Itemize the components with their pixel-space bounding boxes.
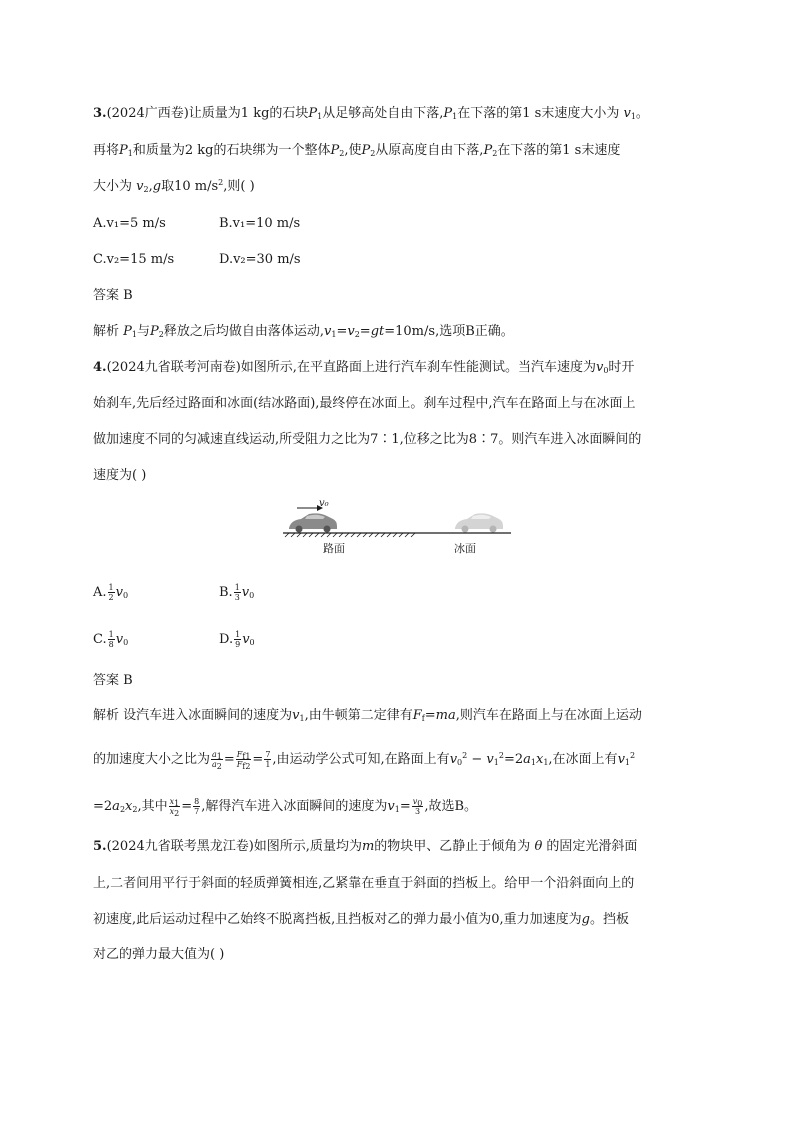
q3-number: 3. <box>93 106 107 121</box>
fraction: $\frac{F_{f1}}{F_{f2}}$ <box>236 750 251 771</box>
q3-text: 取10 m/s <box>161 179 219 194</box>
fraction: $\frac{1}{8}$ <box>108 630 114 649</box>
q5-text: 的固定光滑斜面 <box>546 839 638 854</box>
q3-option-d-text: D.v₂=30 m/s <box>219 252 301 267</box>
q5-text: (2024九省联考黑龙江卷)如图所示,质量均为 <box>106 839 362 854</box>
fraction: $\frac{x_1}{x_2}$ <box>169 797 180 818</box>
car-road-ice-diagram <box>283 498 513 560</box>
q5-text: 。挡板 <box>590 912 630 927</box>
q3-analysis: 解析 $P_1$与$P_2$释放之后均做自由落体运动$,v_1=v_2=gt=10m/s$,选项B正确。 <box>93 324 514 339</box>
q5-stem-line-2: 上,二者间用平行于斜面的轻质弹簧相连,乙紧靠在垂直于斜面的挡板上。给甲一个沿斜面向上的 <box>93 876 635 891</box>
q4-stem-line-4: 速度为( ) <box>93 468 147 483</box>
fraction: $\frac{1}{9}$ <box>235 630 241 649</box>
q3-text: 和质量为2 kg的石块绑为一个整体 <box>132 143 331 158</box>
q4-analysis-text: ,故选B。 <box>424 799 478 814</box>
q4-stem-line-2: 始刹车,先后经过路面和冰面(结冰路面),最终停在冰面上。刹车过程中,汽车在路面上与在冰面上 <box>93 396 636 411</box>
q4-analysis-text: ,在冰面上有 <box>548 752 618 767</box>
q4-answer: 答案 B <box>93 673 133 688</box>
q4-stem-line-1: 4.(2024九省联考河南卷)如图所示,在平直路面上进行汽车刹车性能测试。当汽车速度为$v_0$时开 <box>93 360 635 375</box>
q3-option-c <box>93 250 174 270</box>
q3-option-d <box>219 250 301 270</box>
q4-option-b-letter: B. <box>219 585 233 600</box>
q4-option-a-letter: A. <box>93 585 107 600</box>
q3-text: 在下落的第1 s末速度大小为 <box>457 106 620 121</box>
velocity-label: v₀ <box>319 498 329 509</box>
fraction: $\frac{v_0}{3}$ <box>412 797 423 816</box>
car-on-road-icon <box>289 513 337 532</box>
q3-text: 再将 <box>93 143 120 158</box>
q4-analysis-line-2: 的加速度大小之比为 $\frac{a_1}{a_2}$ = $\frac{F_{f1}}{F_{f2}}$ = $\frac{7}{1}$ ,由运动学公式可知,在路面上有$v_0^2 - v_1^2=2a_1x_1$,在冰面上有$v_1^2$ <box>93 750 636 771</box>
q4-option-c: C. $\frac{1}{8}$ $v_0$ <box>93 630 129 649</box>
q3-stem-line-1: 3.(2024广西卷)让质量为1 kg的石块$P_1$从足够高处自由下落$,P_1$在下落的第1 s末速度大小为 $v_1$。 <box>93 106 649 121</box>
q3-option-c-text: C.v₂=15 m/s <box>93 252 175 267</box>
q5-text: 初速度,此后运动过程中乙始终不脱离挡板,且挡板对乙的弹力最小值为0,重力加速度为 <box>93 912 582 927</box>
q3-text: 大小为 <box>93 179 133 194</box>
q4-option-a: A. $\frac{1}{2}$ $v_0$ <box>93 583 129 602</box>
q3-stem-line-3: 大小为 $v_2,g$取10 $m/s^2$,则( ) <box>93 178 255 194</box>
fraction: $\frac{7}{1}$ <box>265 750 271 769</box>
q4-text: (2024九省联考河南卷)如图所示,在平直路面上进行汽车刹车性能测试。当汽车速度为 <box>106 360 596 375</box>
q3-option-a-text: A.v₁=5 m/s <box>93 216 166 231</box>
q4-analysis-text: ,则汽车在路面上与在冰面上运动 <box>455 708 642 723</box>
q3-option-a <box>93 214 166 234</box>
q5-stem-line-3: 初速度,此后运动过程中乙始终不脱离挡板,且挡板对乙的弹力最小值为0,重力加速度为g。挡板 <box>93 912 630 927</box>
q3-text: 在下落的第1 s末速度 <box>497 143 621 158</box>
fraction: $\frac{1}{3}$ <box>234 583 240 602</box>
q4-option-b: B. $\frac{1}{3}$ $v_0$ <box>219 583 255 602</box>
q4-number: 4. <box>93 360 107 375</box>
q4-text: 时开 <box>608 360 635 375</box>
q3-text: (2024广西卷)让质量为1 kg的石块 <box>106 106 309 121</box>
q3-text: ,则( ) <box>223 179 255 194</box>
q4-analysis-line-3: $=2a_2x_2$,其中 $\frac{x_1}{x_2}$ = $\frac{8}{7}$ ,解得汽车进入冰面瞬间的速度为$v_1=$ $\frac{v_0}{3}$ ,故选B。 <box>93 797 478 818</box>
q3-text: ,使 <box>344 143 362 158</box>
q4-option-d: D. $\frac{1}{9}$ $v_0$ <box>219 630 255 649</box>
q4-analysis-text: ,其中 <box>137 799 168 814</box>
q5-text: 的物块甲、乙静止于倾角为 <box>374 839 531 854</box>
q5-stem-line-1: 5.(2024九省联考黑龙江卷)如图所示,质量均为m的物块甲、乙静止于倾角为 θ 的固定光滑斜面 <box>93 839 638 854</box>
q4-analysis-text: ,由牛顿第二定律有 <box>304 708 413 723</box>
q3-analysis-text: 解析 <box>93 324 124 339</box>
q3-answer: 答案 B <box>93 288 133 303</box>
q4-analysis-text: 的加速度大小之比为 <box>93 752 211 767</box>
q3-option-b <box>219 214 300 234</box>
q3-analysis-text: 与 <box>136 324 150 339</box>
q3-analysis-text: =10m/s,选项B正确。 <box>384 324 514 339</box>
q3-option-b-text: B.v₁=10 m/s <box>219 216 301 231</box>
q4-stem-line-3: 做加速度不同的匀减速直线运动,所受阻力之比为7∶1,位移之比为8∶7。则汽车进入冰面瞬间的 <box>93 432 642 447</box>
q3-analysis-text: 释放之后均做自由落体运动, <box>163 324 324 339</box>
q3-text: , <box>148 179 153 194</box>
q4-analysis-text: ,由运动学公式可知,在路面上有 <box>272 752 450 767</box>
q5-stem-line-4: 对乙的弹力最大值为( ) <box>93 947 225 962</box>
car-on-ice-icon <box>455 513 503 532</box>
q3-stem-line-2: 再将$P_1$和质量为2 kg的石块绑为一个整体$P_2$,使$P_2$从原高度自由下落$,P_2$在下落的第1 s末速度 <box>93 143 621 158</box>
q4-analysis-line-1: 解析 设汽车进入冰面瞬间的速度为$v_1$,由牛顿第二定律有$F_f=ma$,则汽车在路面上与在冰面上运动 <box>93 708 642 723</box>
q4-analysis-text: 解析 设汽车进入冰面瞬间的速度为 <box>93 708 293 723</box>
q4-option-d-letter: D. <box>219 632 234 647</box>
fraction: $\frac{a_1}{a_2}$ <box>212 750 222 771</box>
q5-number: 5. <box>93 839 107 854</box>
ice-label: 冰面 <box>454 542 476 555</box>
q3-text: 从足够高处自由下落, <box>322 106 444 121</box>
fraction: $\frac{1}{2}$ <box>108 583 114 602</box>
q4-analysis-text: ,解得汽车进入冰面瞬间的速度为 <box>201 799 388 814</box>
q4-figure <box>283 498 513 560</box>
q3-text: 从原高度自由下落, <box>375 143 484 158</box>
road-label: 路面 <box>323 542 345 555</box>
q4-option-c-letter: C. <box>93 632 107 647</box>
fraction: $\frac{8}{7}$ <box>194 797 200 816</box>
